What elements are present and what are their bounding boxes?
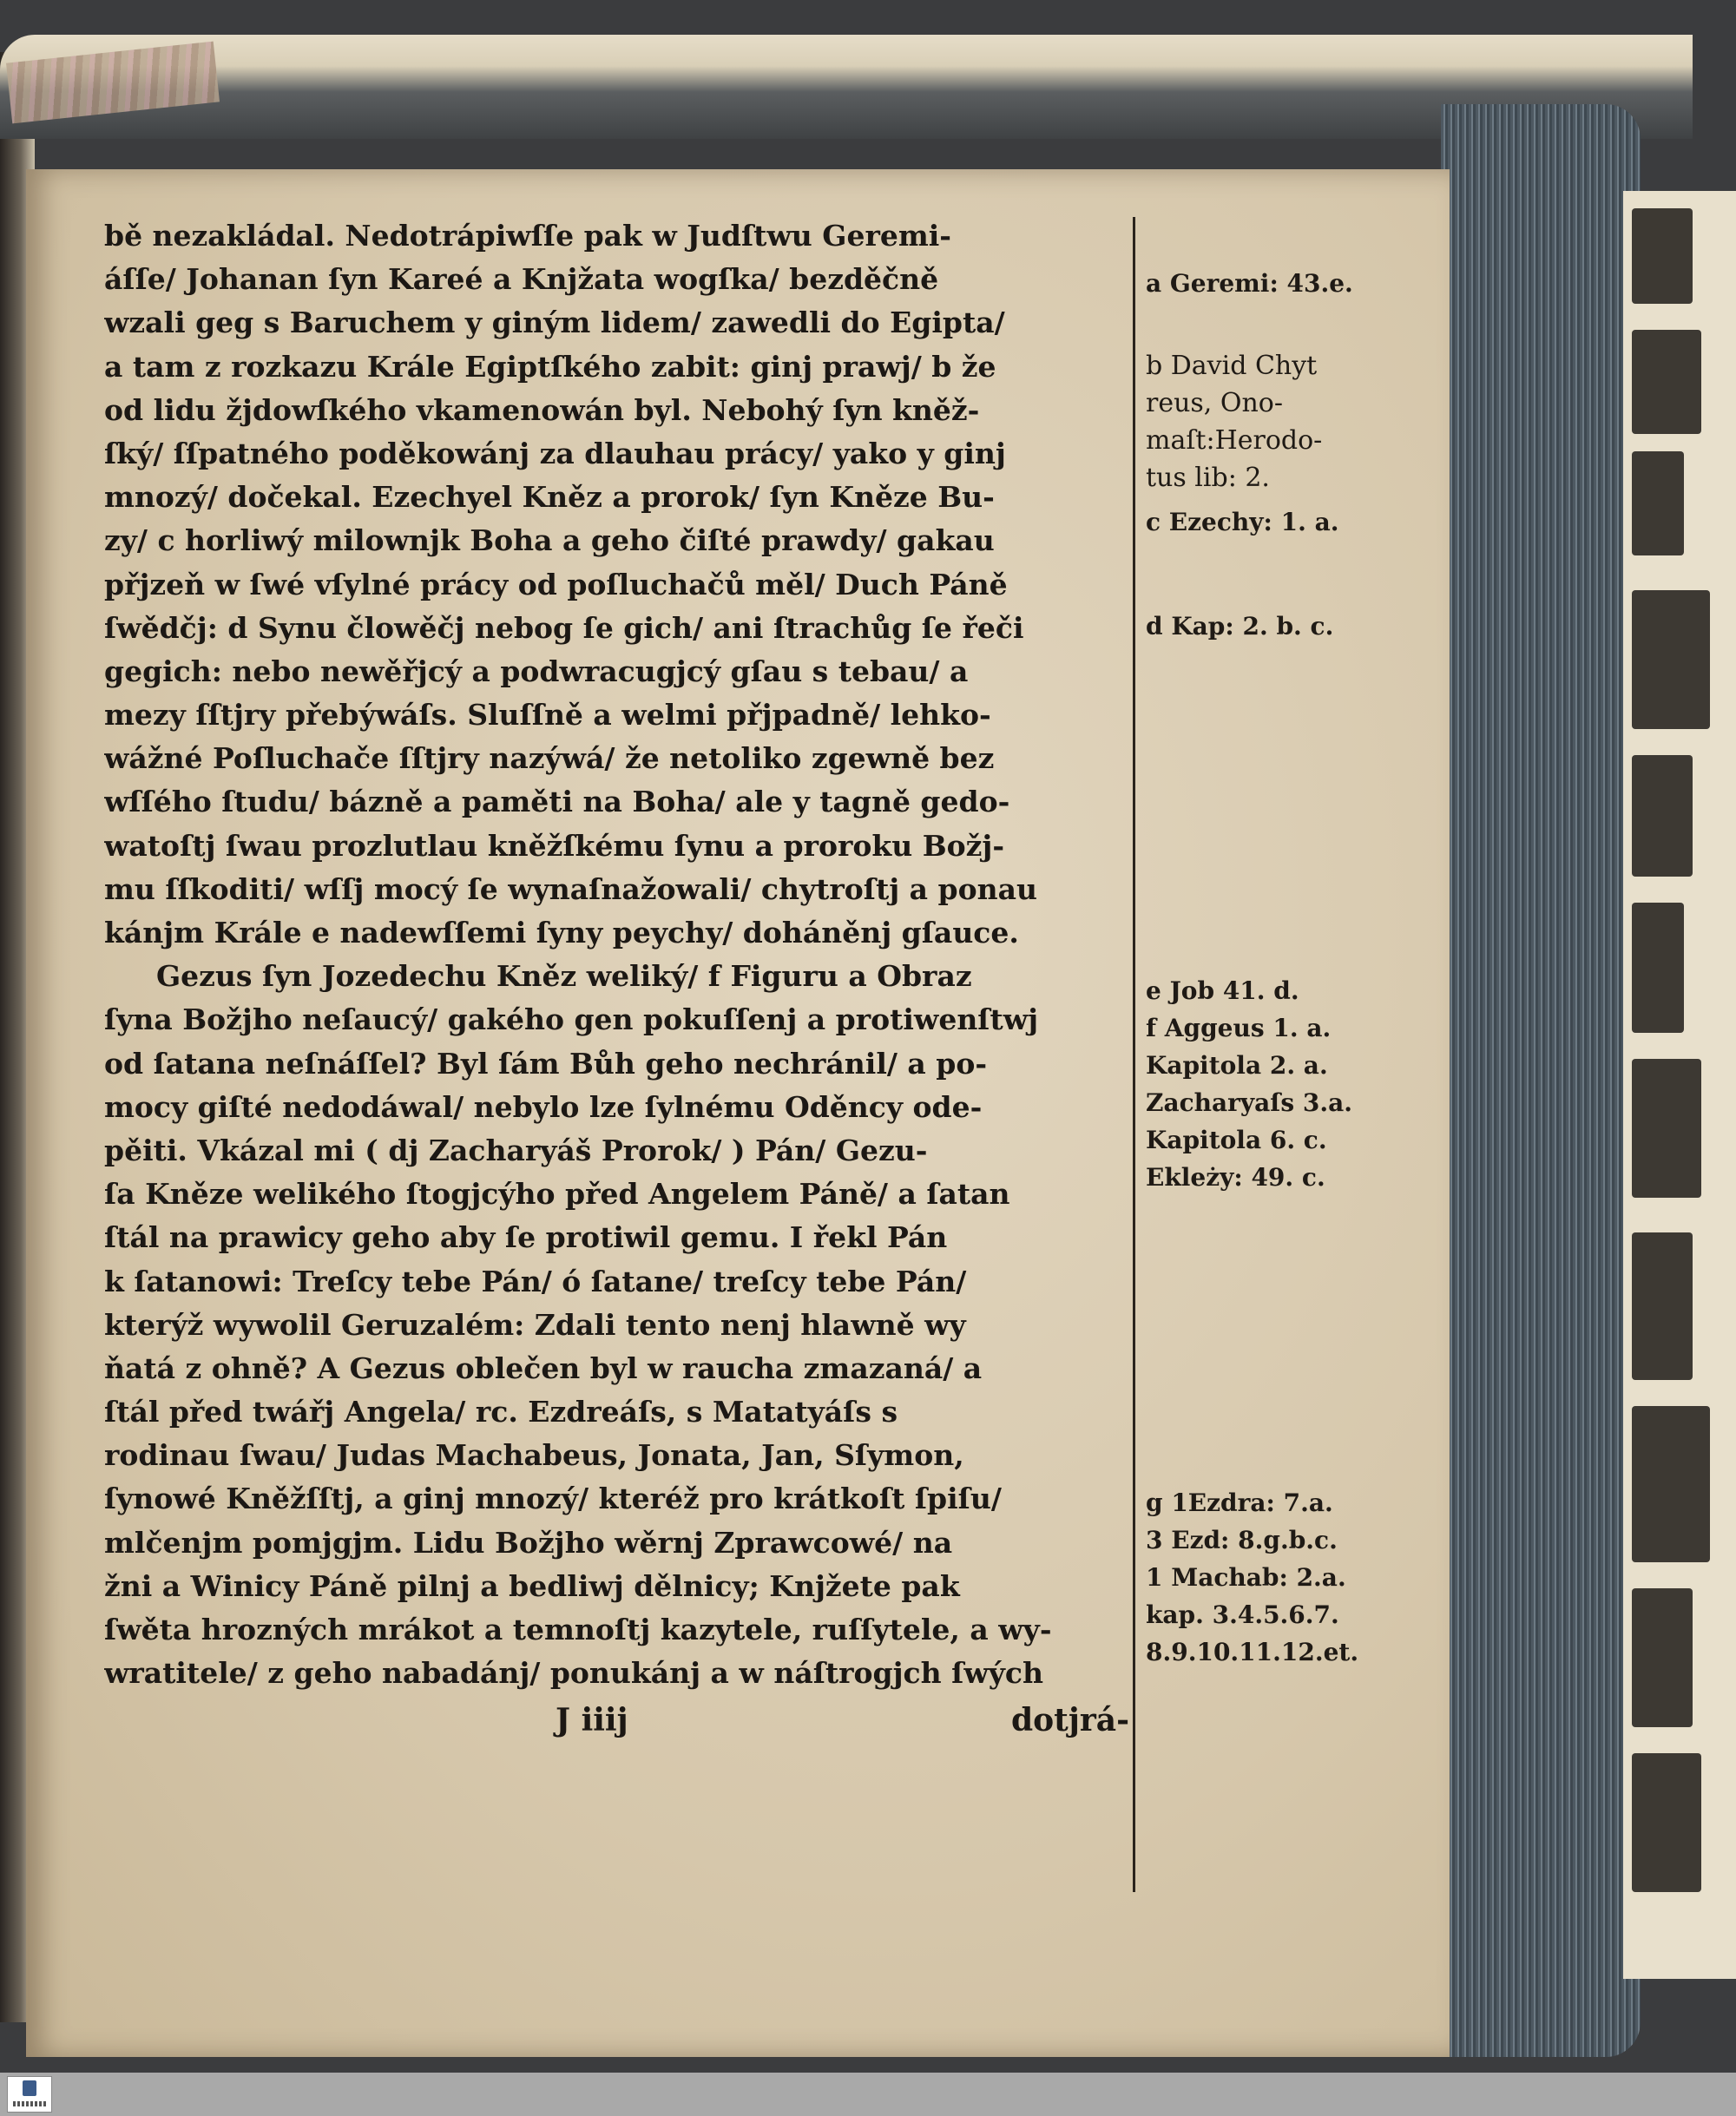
margin-note-line: g 1Ezdra: 7.a.: [1146, 1488, 1333, 1517]
text-line: mocy giſté nedodáwal/ nebylo lze ſylnému Oděncy ode-: [104, 1089, 983, 1124]
text-line: od ſatana neſnáſſel? Byl ſám Bůh geho nechránil/ a po-: [104, 1046, 988, 1081]
text-line: k ſatanowi: Treſcy tebe Pán/ ó ſatane/ treſcy tebe Pán/: [104, 1264, 967, 1298]
margin-note-line: f Aggeus 1. a.: [1146, 1014, 1332, 1042]
margin-note-line: maſt:Herodo-: [1146, 425, 1323, 456]
text-line: ſwěta hrozných mrákot a temnoſtj kazytele, ruſſytele, a wy-: [104, 1613, 1052, 1646]
blackletter-glyph: [1632, 208, 1693, 304]
margin-note-line: d Kap: 2. b. c.: [1146, 612, 1334, 641]
blackletter-glyph: [1632, 1406, 1710, 1562]
margin-note-line: c Ezechy: 1. a.: [1146, 508, 1339, 536]
text-line: ňatá z ohně? A Gezus oblečen byl w raucha zmazaná/ a: [104, 1350, 983, 1385]
text-line: mezy ſſtjry přebýwáſs. Sluſſně a welmi přjpadně/ lehko-: [104, 698, 991, 733]
column-rule: [1133, 217, 1135, 1892]
text-line: watoſtj ſwau prozlutlau kněžſkému ſynu a proroku Božj-: [104, 828, 1005, 863]
text-line: ſký/ ſſpatného poděkowánj za dlauhau prácy/ yako y ginj: [104, 436, 1006, 470]
text-line: mu ſſkoditi/ wſſj mocý ſe wynaſnažowali/ chytroſtj a ponau: [104, 871, 1037, 906]
margin-note-c: [1146, 503, 1371, 541]
margin-note-g: [1146, 1484, 1371, 1671]
text-line: ſyna Božjho neſaucý/ gakého gen pokuſſenj a protiwenſtwj: [104, 1002, 1039, 1037]
book-page: [26, 169, 1450, 2057]
margin-note-line: Zacharyaſs 3.a.: [1146, 1088, 1352, 1117]
catchword: dotjrá-: [1011, 1702, 1130, 1739]
blackletter-glyph: [1632, 1588, 1693, 1727]
text-line: ſynowé Kněžſſtj, a ginj mnozý/ kteréž pro krátkoſt ſpiſu/: [104, 1482, 1002, 1516]
margin-note-line: tus lib: 2.: [1146, 463, 1270, 493]
text-line: mlčenjm pomjgjm. Lidu Božjho wěrnj Zprawcowé/ na: [104, 1525, 953, 1560]
adjacent-page-fragment: [1623, 191, 1736, 1979]
book-top-edge: [0, 35, 1693, 139]
text-line: od lidu žjdowſkého vkamenowán byl. Nebohý ſyn kněž-: [104, 392, 980, 427]
blackletter-glyph: [1632, 1059, 1701, 1198]
blackletter-glyph: [1632, 903, 1684, 1033]
blackletter-glyph: [1632, 1232, 1693, 1380]
margin-note-b: [1146, 347, 1371, 496]
page-edge-stack: [1441, 104, 1641, 2057]
blackletter-glyph: [1632, 590, 1710, 729]
blackletter-glyph: [1632, 755, 1693, 877]
text-line: ſtál před twářj Angela/ rc. Ezdreáſs, s Matatyáſs s: [104, 1395, 898, 1429]
margin-note-line: kap. 3.4.5.6.7.: [1146, 1600, 1339, 1629]
margin-note-line: 3 Ezd: 8.g.b.c.: [1146, 1526, 1338, 1554]
text-line: Gezus ſyn Jozedechu Kněz weliký/ f Figuru a Obraz: [156, 959, 972, 994]
margin-note-e: [1146, 972, 1371, 1196]
text-line: rodinau ſwau/ Judas Machabeus, Jonata, Jan, Sſymon,: [104, 1438, 964, 1473]
text-line: wzali geg s Baruchem y giným lidem/ zawedli do Egipta/: [104, 306, 1005, 340]
blackletter-glyph: [1632, 1753, 1701, 1892]
margin-note-line: 8.9.10.11.12.et.: [1146, 1638, 1359, 1666]
text-line: wratitele/ z geho nabadánj/ ponukánj a w náſtrogjch ſwých: [104, 1656, 1043, 1691]
text-line: ſa Kněze welikého ſtogjcýho před Angelem Páně/ a ſatan: [104, 1177, 1010, 1212]
text-line: ſwědčj: d Synu člowěčj nebog ſe gich/ ani ſtrachůg ſe řeči: [104, 610, 1024, 645]
text-line: mnozý/ dočekal. Ezechyel Kněz a prorok/ ſyn Kněze Bu-: [104, 480, 995, 515]
page-footer: [104, 1695, 1141, 1747]
blackletter-glyph: [1632, 451, 1684, 555]
margin-note-line: Kapitola 2. a.: [1146, 1051, 1328, 1080]
margin-note-d: [1146, 608, 1371, 645]
text-line: žni a Winicy Páně pilnj a bedliwj dělnicy; Knjžete pak: [104, 1568, 960, 1603]
text-line: a tam z rozkazu Krále Egiptſkého zabit: ginj prawj/ b že: [104, 349, 996, 384]
margin-note-line: e Job 41. d.: [1146, 976, 1299, 1005]
text-line: wážné Poſluchače ſſtjry nazýwá/ že netoliko zgewně bez: [104, 741, 995, 776]
margin-note-line: b David Chyt: [1146, 351, 1318, 381]
blackletter-glyph: [1632, 330, 1701, 434]
text-line: přjzeň w ſwé vſylné prácy od poſluchačů měl/ Duch Páně: [104, 567, 1008, 601]
margin-note-a: [1146, 265, 1371, 302]
margin-note-line: a Geremi: 43.e.: [1146, 269, 1353, 298]
text-line: zy/ c horliwý milownjk Boha a geho čiſté prawdy/ gakau: [104, 523, 995, 558]
text-line: kánjm Krále e nadewſſemi ſyny peychy/ doháněnj gſauce.: [104, 916, 1019, 950]
scanner-footer-bar: [0, 2073, 1736, 2116]
text-line: gegich: nebo newěřjcý a podwracugjcý gſau s tebau/ a: [104, 654, 969, 688]
text-line: pěiti. Vkázal mi ( dj Zacharyáš Prorok/ ) Pán/ Gezu-: [104, 1133, 928, 1167]
margin-note-line: Ekleży: 49. c.: [1146, 1163, 1325, 1192]
text-line: áſſe/ Johanan ſyn Kareé a Knjžata wogſka/ bezděčně: [104, 262, 939, 297]
signature-mark: J iiij: [556, 1702, 628, 1739]
text-line: bě nezakládal. Nedotrápiwſſe pak w Judſtwu Geremi-: [104, 219, 951, 253]
margin-note-line: reus, Ono-: [1146, 388, 1283, 418]
text-line: wſſého ſtudu/ bázně a paměti na Boha/ ale y tagně gedo-: [104, 785, 1010, 819]
margin-note-line: Kapitola 6. c.: [1146, 1126, 1327, 1154]
text-line: kterýž wywolil Geruzalém: Zdali tento nenj hlawně wy: [104, 1307, 966, 1342]
text-line: ſtál na prawicy geho aby ſe protiwil gemu. I řekl Pán: [104, 1220, 948, 1255]
margin-note-line: 1 Machab: 2.a.: [1146, 1563, 1346, 1592]
library-logo: [7, 2076, 52, 2113]
main-text-column: [104, 214, 1141, 1747]
